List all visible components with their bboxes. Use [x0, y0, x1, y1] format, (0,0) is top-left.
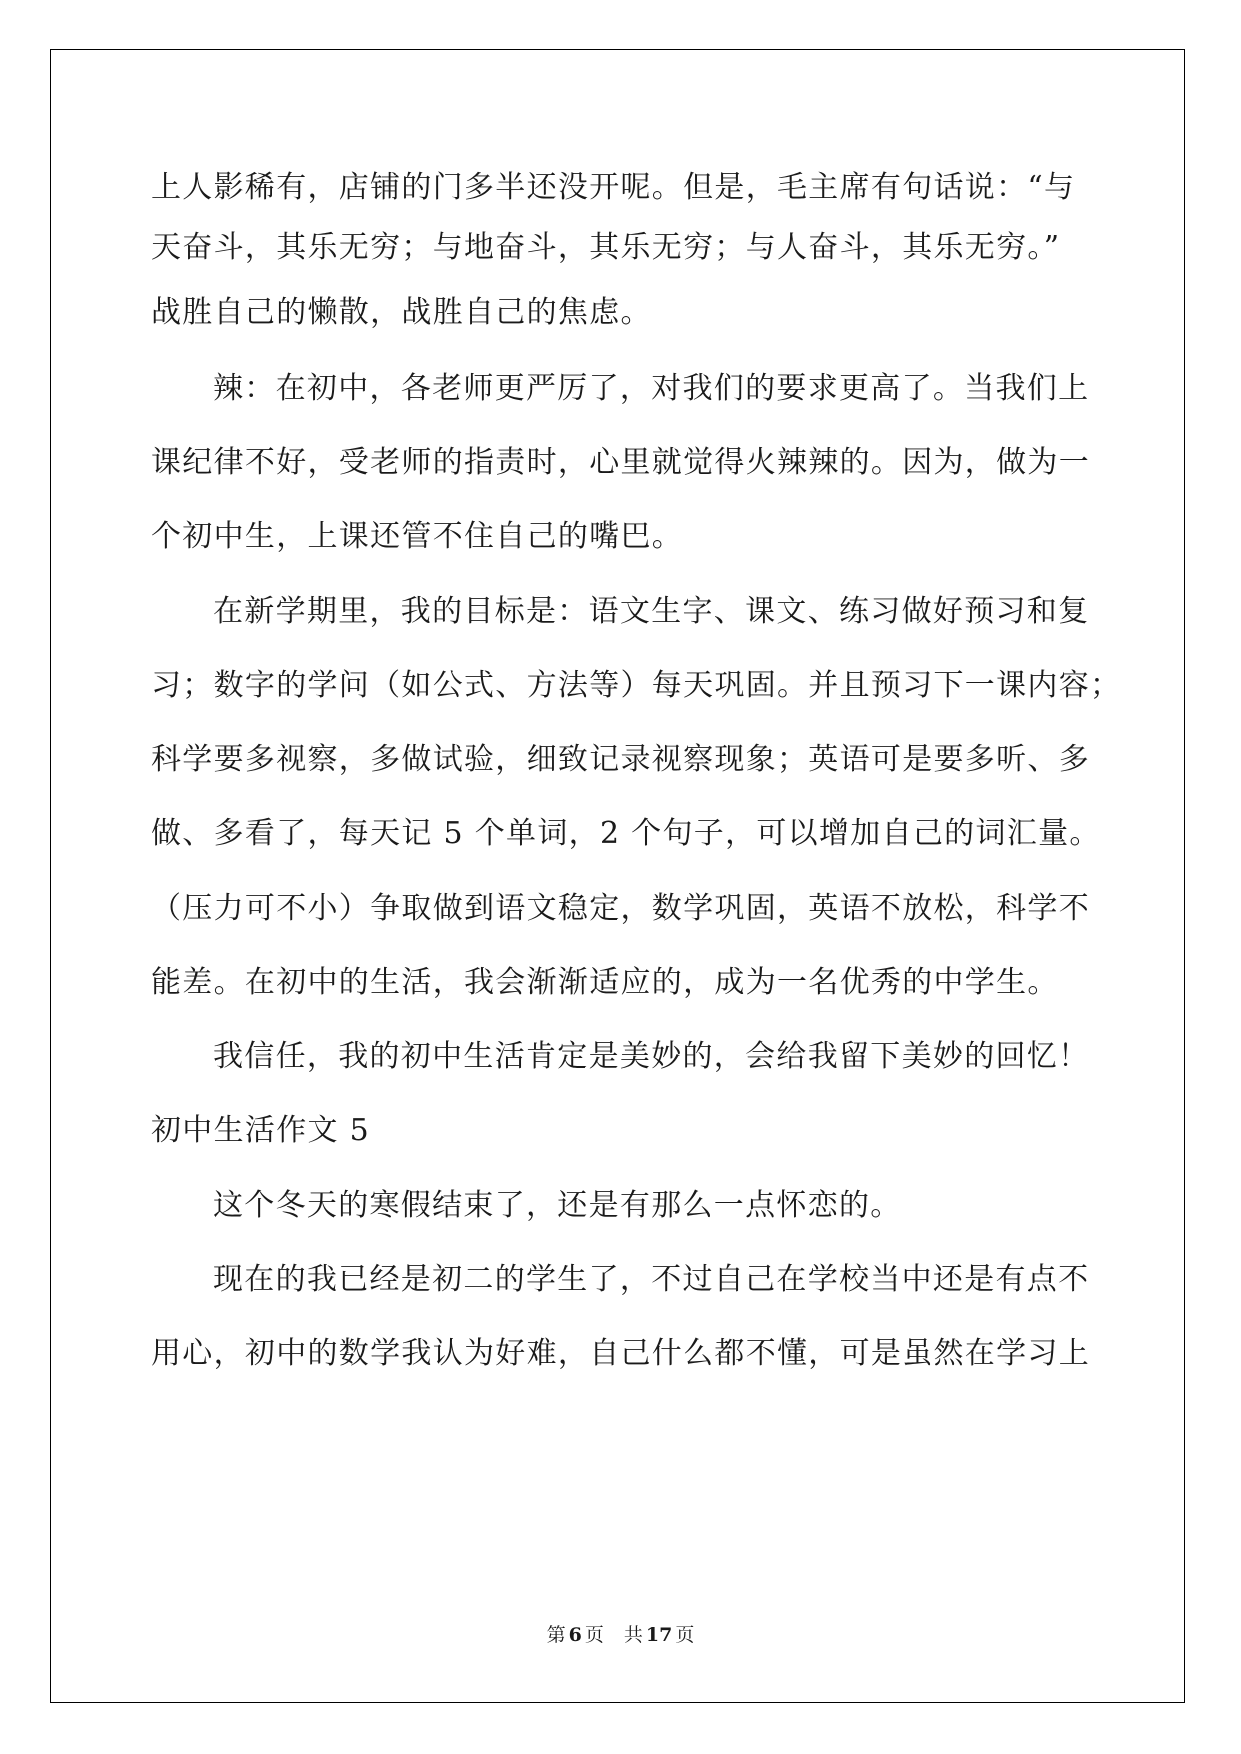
text-line-4: 辣：在初中，各老师更严厉了，对我们的要求更高了。当我们上	[213, 371, 1090, 406]
text-line-17: 用心，初中的数学我认为好难，自己什么都不懂，可是虽然在学习上	[151, 1336, 1090, 1371]
total-suffix: 页	[675, 1624, 695, 1646]
page-suffix: 页	[584, 1624, 604, 1646]
text-line-5: 课纪律不好，受老师的指责时，心里就觉得火辣辣的。因为，做为一	[151, 445, 1090, 480]
total-pages: 17	[645, 1624, 673, 1646]
text-line-15: 这个冬天的寒假结束了，还是有那么一点怀恋的。	[213, 1188, 902, 1223]
page-number: 6	[568, 1624, 582, 1646]
text-line-3: 战胜自己的懒散，战胜自己的焦虑。	[151, 295, 652, 330]
text-line-12: 能差。在初中的生活，我会渐渐适应的，成为一名优秀的中学生。	[151, 965, 1059, 1000]
text-line-16: 现在的我已经是初二的学生了，不过自己在学校当中还是有点不	[213, 1262, 1090, 1297]
text-line-2: 天奋斗，其乐无穷；与地奋斗，其乐无穷；与人奋斗，其乐无穷。”	[151, 230, 1061, 265]
text-line-11: （压力可不小）争取做到语文稳定，数学巩固，英语不放松，科学不	[151, 891, 1090, 926]
text-line-6: 个初中生，上课还管不住自己的嘴巴。	[151, 519, 684, 554]
page-prefix: 第	[546, 1624, 566, 1646]
section-heading: 初中生活作文 5	[151, 1113, 371, 1148]
text-line-10: 做、多看了，每天记 5 个单词，2 个句子，可以增加自己的词汇量。	[151, 816, 1101, 851]
text-line-1: 上人影稀有，店铺的门多半还没开呢。但是，毛主席有句话说：“与	[151, 170, 1076, 205]
page-footer	[0, 1620, 1241, 1647]
text-line-7: 在新学期里，我的目标是：语文生字、课文、练习做好预习和复	[213, 594, 1090, 629]
text-line-9: 科学要多视察，多做试验，细致记录视察现象；英语可是要多听、多	[151, 742, 1090, 777]
text-line-8: 习；数字的学问（如公式、方法等）每天巩固。并且预习下一课内容；	[151, 668, 1122, 703]
total-prefix: 共	[623, 1624, 643, 1646]
text-line-13: 我信任，我的初中生活肯定是美妙的，会给我留下美妙的回忆！	[213, 1039, 1090, 1074]
